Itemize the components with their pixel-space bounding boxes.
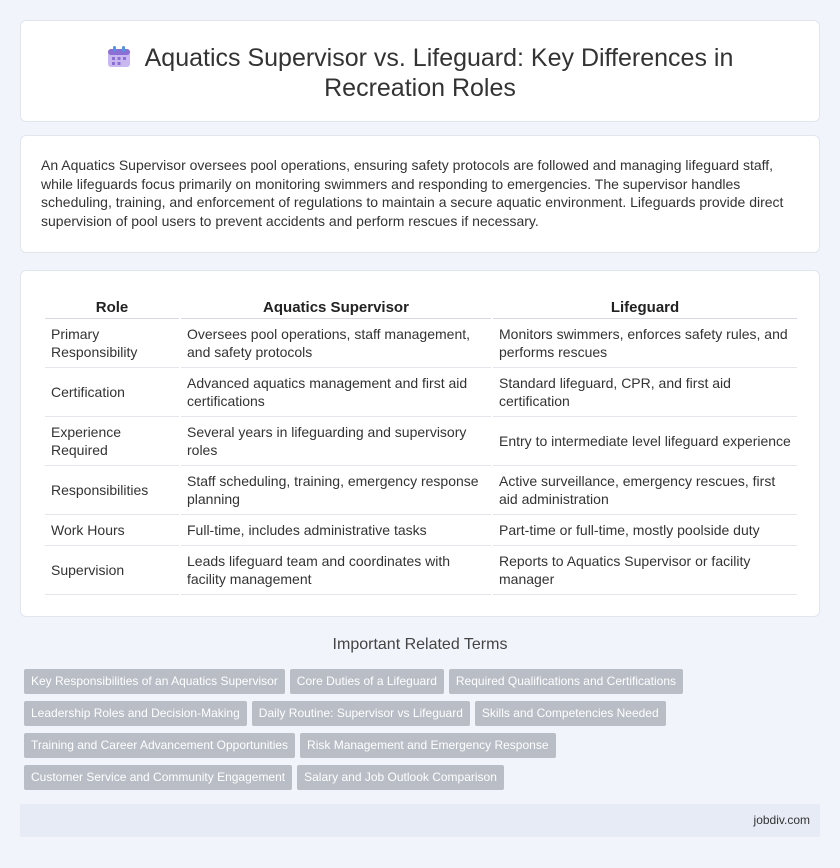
tag-row (24, 701, 824, 733)
row-label: Experience Required (45, 417, 179, 466)
footer (20, 804, 820, 837)
lifeguard-cell: Entry to intermediate level lifeguard experience (493, 417, 797, 466)
related-term-tag[interactable]: Daily Routine: Supervisor vs Lifeguard (252, 701, 470, 726)
table-row (45, 417, 797, 466)
comparison-table (43, 293, 799, 595)
table-row (45, 368, 797, 417)
row-label: Supervision (45, 546, 179, 595)
table-row (45, 546, 797, 595)
related-term-tag[interactable]: Customer Service and Community Engagement (24, 765, 292, 790)
related-term-tag[interactable]: Risk Management and Emergency Response (300, 733, 555, 758)
row-label: Certification (45, 368, 179, 417)
related-term-tag[interactable]: Salary and Job Outlook Comparison (297, 765, 504, 790)
calendar-icon (107, 46, 131, 68)
page-title-text: Aquatics Supervisor vs. Lifeguard: Key Differences in Recreation Roles (144, 44, 734, 102)
tag-row (24, 765, 824, 797)
supervisor-cell: Several years in lifeguarding and supervisory roles (181, 417, 491, 466)
intro-paragraph: An Aquatics Supervisor oversees pool operations, ensuring safety protocols are followed and managing lifeguard staff, while lifeguards focus primarily on monitoring swimmers and responding to emergencies. The supervisor handles scheduling, training, and enforcement of regulations to maintain a secure aquatic environment. Lifeguards provide direct supervision of pool users to prevent accidents and perform rescues if necessary. (41, 157, 784, 229)
supervisor-cell: Leads lifeguard team and coordinates with facility management (181, 546, 491, 595)
supervisor-cell: Oversees pool operations, staff management, and safety protocols (181, 319, 491, 368)
related-term-tag[interactable]: Core Duties of a Lifeguard (290, 669, 444, 694)
table-row (45, 466, 797, 515)
lifeguard-cell: Part-time or full-time, mostly poolside duty (493, 515, 797, 546)
lifeguard-cell: Reports to Aquatics Supervisor or facility manager (493, 546, 797, 595)
row-label: Work Hours (45, 515, 179, 546)
supervisor-cell: Staff scheduling, training, emergency response planning (181, 466, 491, 515)
related-term-tag[interactable]: Training and Career Advancement Opportunities (24, 733, 295, 758)
related-terms-tags (24, 669, 824, 797)
tag-row (24, 733, 824, 765)
header-card (20, 20, 820, 122)
table-row (45, 319, 797, 368)
related-term-tag[interactable]: Key Responsibilities of an Aquatics Supervisor (24, 669, 285, 694)
column-header-lifeguard: Lifeguard (493, 293, 797, 319)
lifeguard-cell: Standard lifeguard, CPR, and first aid certification (493, 368, 797, 417)
related-terms-title: Important Related Terms (332, 636, 508, 653)
page-title (61, 43, 779, 103)
column-header-role: Role (45, 293, 179, 319)
lifeguard-cell: Active surveillance, emergency rescues, first aid administration (493, 466, 797, 515)
intro-card (20, 135, 820, 253)
comparison-table-card (20, 270, 820, 617)
footer-site-link[interactable]: jobdiv.com (753, 813, 810, 827)
column-header-supervisor: Aquatics Supervisor (181, 293, 491, 319)
table-header-row (45, 293, 797, 319)
table-row (45, 515, 797, 546)
lifeguard-cell: Monitors swimmers, enforces safety rules, and performs rescues (493, 319, 797, 368)
related-term-tag[interactable]: Skills and Competencies Needed (475, 701, 666, 726)
related-term-tag[interactable]: Leadership Roles and Decision-Making (24, 701, 247, 726)
row-label: Responsibilities (45, 466, 179, 515)
related-term-tag[interactable]: Required Qualifications and Certifications (449, 669, 683, 694)
supervisor-cell: Advanced aquatics management and first aid certifications (181, 368, 491, 417)
tag-row (24, 669, 824, 701)
row-label: Primary Responsibility (45, 319, 179, 368)
supervisor-cell: Full-time, includes administrative tasks (181, 515, 491, 546)
